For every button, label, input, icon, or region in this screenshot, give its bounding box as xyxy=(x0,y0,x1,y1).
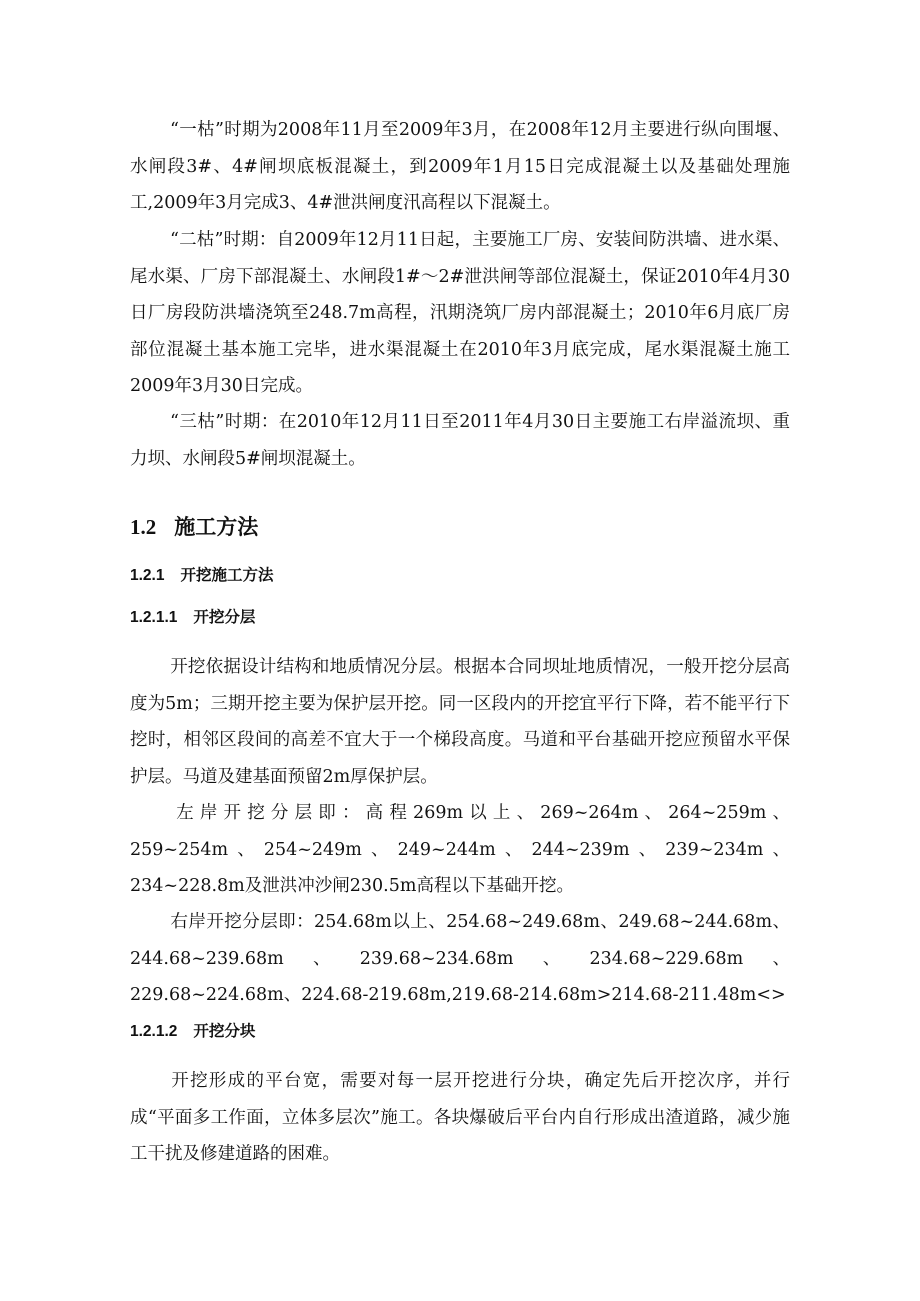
heading-1-2 xyxy=(130,513,258,541)
paragraph-second-dry-season xyxy=(130,222,790,405)
heading-1-2-1-2 xyxy=(130,1019,255,1044)
heading-number: 1.2 xyxy=(130,515,157,539)
paragraph-text: “三枯”时期：在2010年12月11日至2011年4月30日主要施工右岸溢流坝、重力坝、水闸段5#闸坝混凝土。 xyxy=(130,412,790,469)
paragraph-left-bank-layers xyxy=(130,795,790,905)
paragraph-text: 开挖依据设计结构和地质情况分层。根据本合同坝址地质情况，一般开挖分层高度为5m；三期开挖主要为保护层开挖。同一区段内的开挖宜平行下降，若不能平行下挖时，相邻区段间的高差不宜大于一个梯段高度。马道和平台基础开挖应预留水平保护层。马道及建基面预留2m厚保护层。 xyxy=(130,657,790,787)
heading-title: 开挖施工方法 xyxy=(180,566,274,584)
heading-title: 施工方法 xyxy=(174,515,259,539)
paragraph-blocks xyxy=(130,1063,790,1173)
heading-1-2-1-1 xyxy=(130,605,255,630)
paragraph-text: 右岸开挖分层即：254.68m以上、254.68~249.68m、249.68~244.68m、244.68~239.68m、239.68~234.68m、234.68~229.68m、229.68~224.68m、224.68-219.68m,219.68-214.68m>214.68-211.48m<> xyxy=(130,912,790,1005)
paragraph-text: “二枯”时期：自2009年12月11日起，主要施工厂房、安装间防洪墙、进水渠、尾水渠、厂房下部混凝土、水闸段1#～2#泄洪闸等部位混凝土，保证2010年4月30日厂房段防洪墙浇筑至248.7m高程，汛期浇筑厂房内部混凝土；2010年6月底厂房部位混凝土基本施工完毕，进水渠混凝土在2010年3月底完成，尾水渠混凝土施工2009年3月30日完成。 xyxy=(130,230,790,396)
paragraph-text: 左岸开挖分层即：高程269m以上、269~264m、264~259m、259~254m、254~249m、249~244m、244~239m、239~234m、234~228.8m及泄洪冲沙闸230.5m高程以下基础开挖。 xyxy=(130,803,790,896)
paragraph-layering-intro xyxy=(130,649,790,795)
heading-title: 开挖分层 xyxy=(193,608,256,626)
heading-number: 1.2.1 xyxy=(130,567,165,584)
heading-1-2-1 xyxy=(130,563,274,588)
heading-title: 开挖分块 xyxy=(193,1022,256,1040)
paragraph-first-dry-season xyxy=(130,112,790,222)
heading-number: 1.2.1.2 xyxy=(130,1023,178,1040)
heading-number: 1.2.1.1 xyxy=(130,609,178,626)
paragraph-right-bank-layers xyxy=(130,904,790,1014)
paragraph-third-dry-season xyxy=(130,404,790,477)
paragraph-text: 开挖形成的平台宽，需要对每一层开挖进行分块，确定先后开挖次序，并行成“平面多工作面，立体多层次”施工。各块爆破后平台内自行形成出渣道路，减少施工干扰及修建道路的困难。 xyxy=(130,1071,790,1164)
paragraph-text: “一枯”时期为2008年11月至2009年3月，在2008年12月主要进行纵向围堰、水闸段3#、4#闸坝底板混凝土，到2009年1月15日完成混凝土以及基础处理施工,2009年3月完成3、4#泄洪闸度汛高程以下混凝土。 xyxy=(130,120,790,213)
